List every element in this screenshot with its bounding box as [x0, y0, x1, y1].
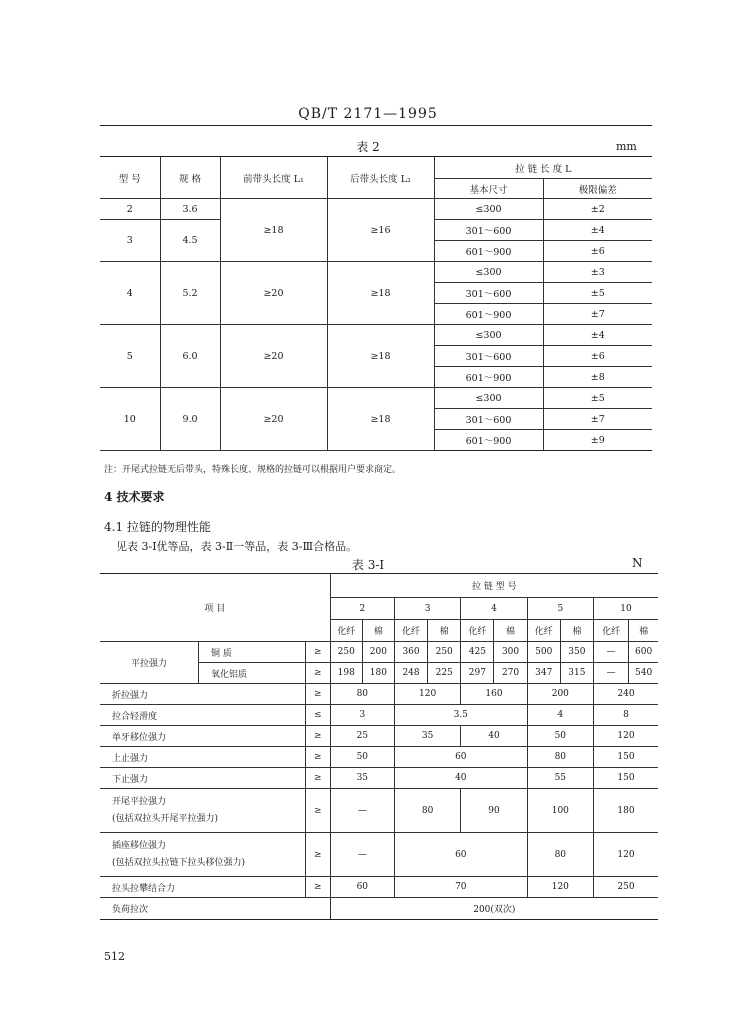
table3-openend-label: [100, 789, 305, 833]
table2-note: 注：开尾式拉链无后带头，特殊长度、规格的拉链可以根据用户要求商定。: [104, 465, 402, 475]
table3-cell: 35: [394, 726, 460, 747]
ge-sign: ≥: [305, 833, 330, 877]
table3-cotton: 棉: [629, 620, 658, 642]
ge-sign: ≥: [305, 877, 330, 898]
section41-title: 4.1 拉链的物理性能: [104, 520, 211, 534]
table3-load-label: 负荷拉次: [100, 898, 330, 920]
table3-cell: 270: [494, 663, 527, 684]
table2-tol: ±5: [543, 283, 652, 304]
table3-cell: 80: [330, 684, 394, 705]
ge-sign: ≥: [305, 789, 330, 833]
table2-tol: ±4: [543, 220, 652, 241]
table3-boxpin-title: 插座移位强力: [112, 840, 167, 851]
table3-model: 3: [394, 598, 460, 620]
table2-tol: ±6: [543, 346, 652, 367]
table3-cell: 80: [527, 747, 593, 768]
table3-single-label: 单牙移位强力: [100, 726, 305, 747]
table3-cell: 350: [560, 642, 593, 663]
table2-header-rear: 后带头长度 L₂: [327, 157, 434, 199]
table3-cell: 200(双次): [330, 898, 658, 920]
table3-cell: 60: [394, 747, 527, 768]
table2: [100, 156, 652, 451]
table3-cell: 3.5: [394, 705, 527, 726]
table3-cell: 150: [593, 768, 658, 789]
table3-fiber: 化纤: [593, 620, 628, 642]
table3-header-zipmodel: 拉 链 型 号: [330, 574, 658, 598]
table3-puller-label: 拉头拉攀结合力: [100, 877, 305, 898]
table3-cell: 425: [461, 642, 494, 663]
table2-header-tolerance: 极限偏差: [543, 179, 652, 199]
table2-basic: ≤300: [434, 388, 543, 409]
table2-basic: 601～900: [434, 367, 543, 388]
table3-cell: 50: [330, 747, 394, 768]
table3-copper-label: 铜 质: [199, 642, 306, 663]
table2-header-basic: 基本尺寸: [434, 179, 543, 199]
header-rule: [100, 125, 652, 126]
standard-header: QB/T 2171—1995: [298, 106, 438, 122]
table3-cell: 150: [593, 747, 658, 768]
table2-basic: ≤300: [434, 262, 543, 283]
table2-front: ≥20: [220, 262, 327, 325]
table3-cell: 315: [560, 663, 593, 684]
table3-cell: 250: [593, 877, 658, 898]
page-number: 512: [104, 950, 125, 963]
table3-slider-label: 拉合轻滑度: [100, 705, 305, 726]
table3-cell: 198: [330, 663, 362, 684]
table2-spec: 9.0: [160, 388, 220, 451]
ge-sign: ≥: [305, 768, 330, 789]
table2-spec: 5.2: [160, 262, 220, 325]
table3-fiber: 化纤: [394, 620, 427, 642]
table2-tol: ±2: [543, 199, 652, 220]
table3-fiber: 化纤: [527, 620, 560, 642]
table2-header-spec: 规 格: [160, 157, 220, 199]
table3-cell: 200: [362, 642, 394, 663]
table2-model: 4: [100, 262, 160, 325]
table3-cell: 160: [461, 684, 527, 705]
table3-cell: 25: [330, 726, 394, 747]
ge-sign: ≥: [305, 726, 330, 747]
table3-cell: 80: [394, 789, 460, 833]
table3-fiber: 化纤: [330, 620, 362, 642]
table2-basic: 301～600: [434, 220, 543, 241]
table3-fiber: 化纤: [461, 620, 494, 642]
table3-cell: 360: [394, 642, 427, 663]
table2-tol: ±5: [543, 388, 652, 409]
table3-cell: 180: [593, 789, 658, 833]
table3-cell: 300: [494, 642, 527, 663]
table3-cell: 120: [593, 833, 658, 877]
table3-cell: 240: [593, 684, 658, 705]
table2-front: ≥20: [220, 388, 327, 451]
table2-tol: ±7: [543, 409, 652, 430]
table3-unit: N: [632, 556, 643, 570]
ge-sign: ≥: [305, 642, 330, 663]
table3-cotton: 棉: [428, 620, 461, 642]
table2-rear: ≥18: [327, 262, 434, 325]
table3-cell: 90: [461, 789, 527, 833]
table3-cell: 80: [527, 833, 593, 877]
table2-tol: ±3: [543, 262, 652, 283]
table2-model: 3: [100, 220, 160, 262]
section41-text: 见表 3-Ⅰ优等品，表 3-Ⅱ一等品，表 3-Ⅲ合格品。: [116, 540, 358, 553]
table3-openend-sub: (包括双拉头开尾平拉强力): [112, 813, 219, 824]
table3-cell: 297: [461, 663, 494, 684]
table3-model: 5: [527, 598, 593, 620]
table3-openend-title: 开尾平拉强力: [112, 796, 167, 807]
table2-spec: 4.5: [160, 220, 220, 262]
ge-sign: ≥: [305, 684, 330, 705]
table3-model: 4: [461, 598, 527, 620]
table3-cell: 40: [394, 768, 527, 789]
table2-header-ziplength: 拉 链 长 度 L: [434, 157, 652, 179]
table3: [100, 573, 658, 920]
table3-title: 表 3-Ⅰ: [351, 558, 385, 572]
table3-cell: 225: [428, 663, 461, 684]
table3-cell: 100: [527, 789, 593, 833]
table3-cell: 60: [330, 877, 394, 898]
table3-boxpin-label: [100, 833, 305, 877]
table2-basic: ≤300: [434, 199, 543, 220]
table2-basic: 301～600: [434, 283, 543, 304]
le-sign: ≤: [305, 705, 330, 726]
table3-cell: 250: [428, 642, 461, 663]
table3-cell: 120: [527, 877, 593, 898]
table2-spec: 3.6: [160, 199, 220, 220]
section4-title: 4 技术要求: [104, 490, 165, 504]
table3-cell: 70: [394, 877, 527, 898]
table3-cell: 8: [593, 705, 658, 726]
table3-cell: 4: [527, 705, 593, 726]
table3-cell: 55: [527, 768, 593, 789]
table2-model: 5: [100, 325, 160, 388]
table2-tol: ±6: [543, 241, 652, 262]
table2-rear: ≥18: [327, 325, 434, 388]
table2-basic: ≤300: [434, 325, 543, 346]
table2-basic: 601～900: [434, 241, 543, 262]
table2-spec: 6.0: [160, 325, 220, 388]
table3-cotton: 棉: [560, 620, 593, 642]
table3-cell: 200: [527, 684, 593, 705]
table3-cell: 120: [394, 684, 460, 705]
ge-sign: ≥: [305, 663, 330, 684]
table2-header-model: 型 号: [100, 157, 160, 199]
ge-sign: ≥: [305, 747, 330, 768]
table2-basic: 601～900: [434, 430, 543, 451]
table3-cell: 40: [461, 726, 527, 747]
table3-cell: 120: [593, 726, 658, 747]
table3-cell: 50: [527, 726, 593, 747]
table3-cotton: 棉: [494, 620, 527, 642]
table3-cell: 600: [629, 642, 658, 663]
table3-cell: 60: [394, 833, 527, 877]
table2-model: 10: [100, 388, 160, 451]
table3-cell: 347: [527, 663, 560, 684]
table3-cell: 248: [394, 663, 427, 684]
table3-cell: 500: [527, 642, 560, 663]
table2-unit: mm: [616, 140, 637, 153]
table3-topstop-label: 上止强力: [100, 747, 305, 768]
table3-cell: —: [593, 642, 628, 663]
table3-cell: —: [593, 663, 628, 684]
table3-cell: 35: [330, 768, 394, 789]
table3-model: 2: [330, 598, 394, 620]
table3-boxpin-sub: (包括双拉头拉链下拉头移位强力): [112, 857, 246, 868]
table3-model: 10: [593, 598, 658, 620]
table3-cell: 250: [330, 642, 362, 663]
table3-aluminum-label: 氧化铝质: [199, 663, 306, 684]
table2-tol: ±7: [543, 304, 652, 325]
table2-front: ≥20: [220, 325, 327, 388]
table2-tol: ±4: [543, 325, 652, 346]
table3-cell: 180: [362, 663, 394, 684]
table2-model: 2: [100, 199, 160, 220]
table2-basic: 601～900: [434, 304, 543, 325]
table2-rear: ≥18: [327, 388, 434, 451]
table2-front: ≥18: [220, 199, 327, 262]
table2-basic: 301～600: [434, 346, 543, 367]
table3-cell: —: [330, 833, 394, 877]
table2-rear: ≥16: [327, 199, 434, 262]
table3-header-item: 项 目: [100, 574, 330, 642]
table2-title-text: 表 2: [356, 140, 380, 154]
table2-tol: ±8: [543, 367, 652, 388]
table3-bottomstop-label: 下止强力: [100, 768, 305, 789]
table3-cell: 3: [330, 705, 394, 726]
table2-header-front: 前带头长度 L₁: [220, 157, 327, 199]
table3-cotton: 棉: [362, 620, 394, 642]
table3-cell: —: [330, 789, 394, 833]
table2-basic: 301～600: [434, 409, 543, 430]
table2-tol: ±9: [543, 430, 652, 451]
table3-fold-label: 折拉强力: [100, 684, 305, 705]
table3-cell: 540: [629, 663, 658, 684]
table3-flatpull-label: 平拉强力: [100, 642, 199, 684]
